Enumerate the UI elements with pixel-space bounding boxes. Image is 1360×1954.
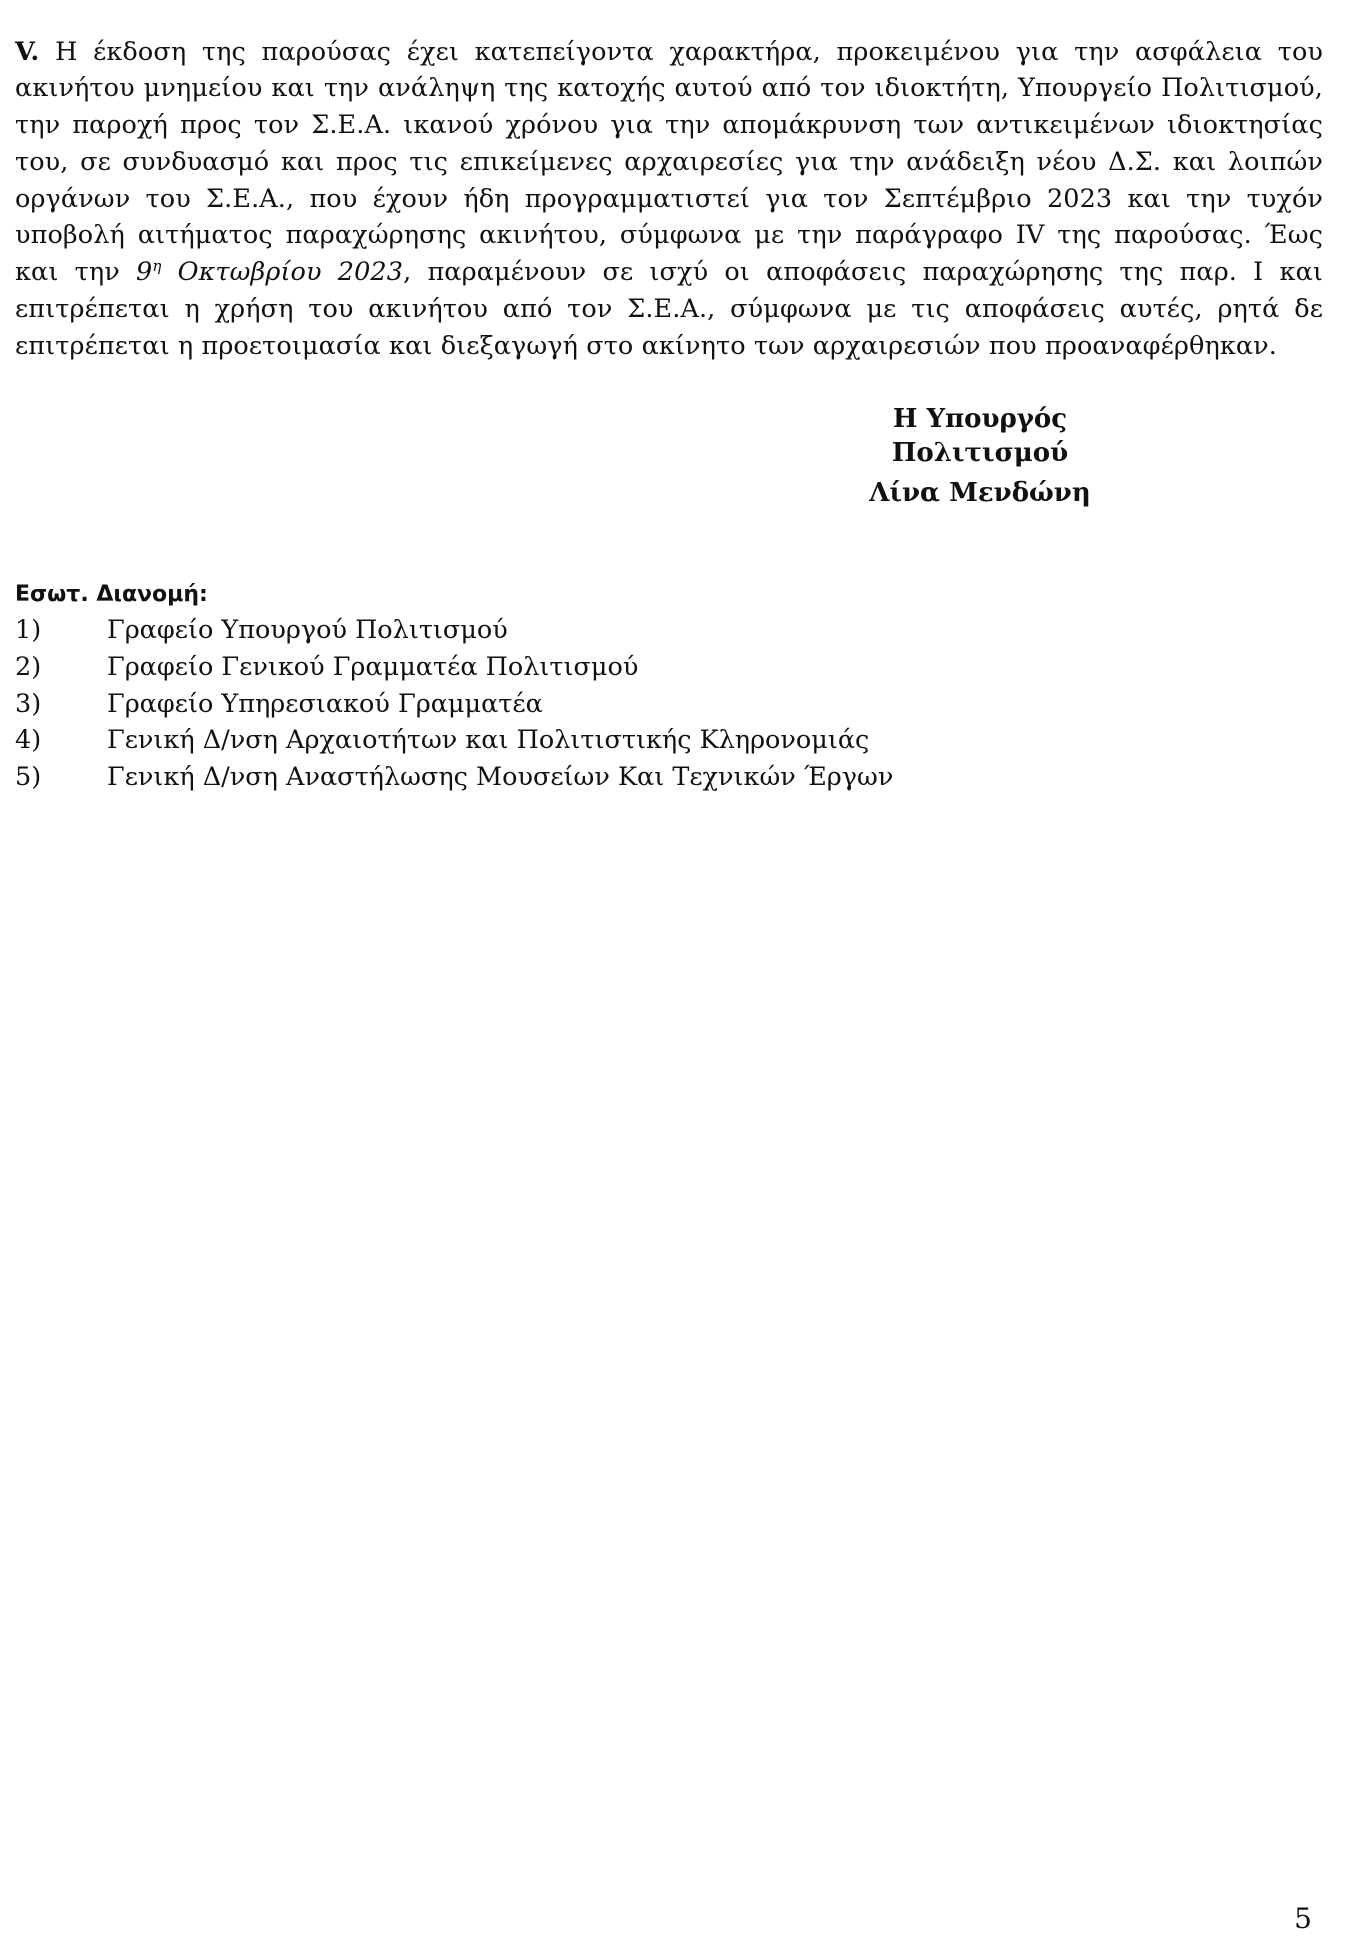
date-superscript: η	[152, 257, 162, 276]
paragraph-text-1: Η έκδοση της παρούσας έχει κατεπείγοντα χαρακτήρα, προκειμένου για την ασφάλεια του ακινήτου μνημείου και την ανάληψη της κατοχής αυτού από τον ιδιοκτήτη, Υπουργείο Πολιτισμού, την παροχή προς τον Σ.Ε.Α. ικανού χρόνου για την απομάκρυνση των αντικειμένων ιδιοκτησίας του, σε συνδυασμό και προς τις επικείμενες αρχαιρεσίες για την ανάδειξη νέου Δ.Σ. και λοιπών οργάνων του Σ.Ε.Α., που έχουν ήδη προγραμματιστεί για τον Σεπτέμβριο 2023 και την τυχόν υποβολή αιτήματος παραχώρησης ακινήτου, σύμφωνα με την παράγραφο IV της παρούσας. Έως και την	[15, 36, 1323, 288]
list-item-text: Γραφείο Γενικού Γραμματέα Πολιτισμού	[107, 651, 639, 682]
list-item-number: 4)	[15, 725, 42, 756]
distribution-heading: Εσωτ. Διανομή:	[15, 582, 208, 607]
list-item	[15, 649, 893, 686]
list-item	[15, 686, 893, 723]
distribution-list	[15, 612, 893, 796]
list-item-text: Γραφείο Υπουργού Πολιτισμού	[107, 615, 508, 645]
date-month-year: Οκτωβρίου 2023	[177, 257, 404, 288]
paragraph-lead: V.	[15, 36, 40, 67]
list-item-text: Γραφείο Υπηρεσιακού Γραμματέα	[107, 688, 543, 719]
list-item	[15, 722, 893, 759]
paragraph-text-2: , παραμένουν σε ισχύ οι αποφάσεις παραχώρησης της παρ. I και επιτρέπεται η χρήση του ακινήτου από τον Σ.Ε.Α., σύμφωνα με τις αποφάσεις αυτές, ρητά δε επιτρέπεται η προετοιμασία και διεξαγωγή στο ακίνητο των αρχαιρεσιών που προαναφέρθηκαν.	[15, 257, 1323, 361]
list-item	[15, 612, 893, 649]
list-item-number: 2)	[15, 651, 42, 682]
date-day: 9	[135, 257, 153, 288]
paragraph-v	[15, 34, 1323, 365]
list-item-text: Γενική Δ/νση Αρχαιοτήτων και Πολιτιστικής Κληρονομιάς	[107, 725, 870, 756]
page-number: 5	[1294, 1902, 1312, 1935]
signature-title: Η Υπουργός Πολιτισμού	[891, 404, 1069, 468]
signature-name: Λίνα Μενδώνη	[869, 478, 1091, 508]
list-item	[15, 759, 893, 796]
list-item-number: 3)	[15, 688, 42, 719]
list-item-number: 5)	[15, 762, 42, 793]
list-item-number: 1)	[15, 615, 42, 645]
list-item-text: Γενική Δ/νση Αναστήλωσης Μουσείων Και Τεχνικών Έργων	[107, 762, 894, 793]
